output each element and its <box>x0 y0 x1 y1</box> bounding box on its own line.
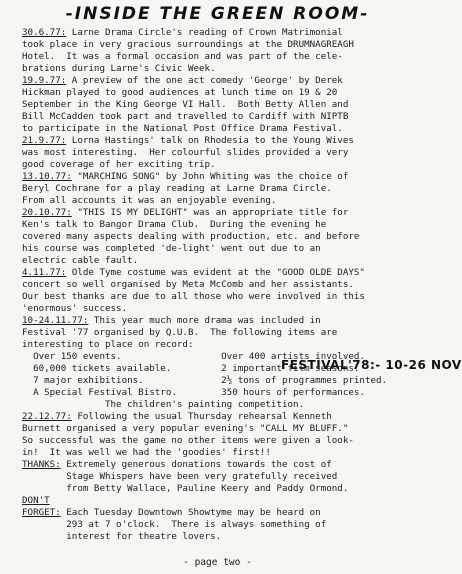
text-line <box>22 460 332 470</box>
line-text: to participate in the National Post Office Drama Festival. <box>22 123 343 134</box>
line-text: Hotel. It was a formal occasion and was part of the cele- <box>22 51 343 62</box>
text-line <box>22 328 337 338</box>
entry-date: 19.9.77: <box>22 75 67 86</box>
text-line <box>22 520 326 530</box>
text-line <box>22 148 348 158</box>
text-line <box>22 448 271 458</box>
line-text: covered many aspects dealing with production, etc. and before <box>22 231 360 242</box>
entry-date: 21.9.77: <box>22 135 67 146</box>
text-line <box>22 76 343 86</box>
line-text: took place in very gracious surroundings at the DRUMNAGREAGH <box>22 39 354 50</box>
text-line <box>22 400 304 410</box>
text-line <box>22 172 348 182</box>
line-text: interest for theatre lovers. <box>22 531 222 542</box>
line-text: Beryl Cochrane for a play reading at Larne Drama Circle. <box>22 183 332 194</box>
line-text: 60,000 tickets available. 2 important film seasons. <box>22 363 360 374</box>
line-text: Olde Tyme costume was evident at the "GOOD OLDE DAYS" <box>66 267 365 278</box>
line-text: A preview of the one act comedy 'George' by Derek <box>66 75 343 86</box>
line-text: Extremely generous donations towards the cost of <box>60 459 332 470</box>
entry-date: DON'T <box>22 495 50 506</box>
line-text: Burnett organised a very popular evening's "CALL MY BLUFF." <box>22 423 349 434</box>
line-text: Each Tuesday Downtown Showtyme may be heard on <box>60 507 321 518</box>
line-text: from Betty Wallace, Pauline Keery and Paddy Ormond. <box>22 483 349 494</box>
line-text: September in the King George VI Hall. Both Betty Allen and <box>22 99 349 110</box>
text-line <box>22 208 348 218</box>
text-line <box>22 484 348 494</box>
text-line <box>22 304 127 314</box>
line-text: "MARCHING SONG" by John Whiting was the choice of <box>71 171 349 182</box>
line-text: electric cable fault. <box>22 255 139 266</box>
line-text: was most interesting. Her colourful slides provided a very <box>22 147 349 158</box>
text-line <box>22 88 337 98</box>
page-footer: - page two - <box>183 557 252 568</box>
entry-date: THANKS: <box>22 459 61 470</box>
line-text: 'enormous' success. <box>22 303 128 314</box>
text-line <box>22 184 332 194</box>
entry-date: FORGET: <box>22 507 61 518</box>
entry-date: 13.10.77: <box>22 171 72 182</box>
line-text: 7 major exhibitions. 2½ tons of programmes printed. <box>22 375 388 386</box>
line-text: Ken's talk to Bangor Drama Club. During the evening he <box>22 219 327 230</box>
line-text: good coverage of her exciting trip. <box>22 159 216 170</box>
text-line <box>22 124 343 134</box>
line-text: Lorna Hastings' talk on Rhodesia to the Young Wives <box>66 135 354 146</box>
text-line <box>22 112 348 122</box>
line-text: Hickman played to good audiences at lunch time on 19 & 20 <box>22 87 338 98</box>
text-line <box>22 316 321 326</box>
line-text: in! It was well we had the 'goodies' first!! <box>22 447 271 458</box>
text-line <box>22 388 365 398</box>
text-line <box>22 376 387 386</box>
text-line <box>22 100 348 110</box>
line-text: Stage Whispers have been very gratefully received <box>22 471 338 482</box>
line-text: brations during Larne's Civic Week. <box>22 63 216 74</box>
text-line <box>22 196 276 206</box>
text-line <box>22 508 321 518</box>
text-line <box>22 436 354 446</box>
entry-date: 22.12.77: <box>22 411 72 422</box>
text-line <box>22 292 365 302</box>
text-line <box>22 40 354 50</box>
line-text: From all accounts it was an enjoyable evening. <box>22 195 277 206</box>
text-line <box>22 232 359 242</box>
text-line <box>22 424 348 434</box>
text-line <box>22 244 321 254</box>
page-title: -INSIDE THE GREEN ROOM- <box>65 4 370 24</box>
line-text: The children's painting competition. <box>22 399 305 410</box>
text-line <box>22 340 193 350</box>
line-text: Larne Drama Circle's reading of Crown Matrimonial <box>66 27 343 38</box>
line-text: So successful was the game no other items were given a look- <box>22 435 354 446</box>
line-text: Our best thanks are due to all those who were involved in this <box>22 291 365 302</box>
text-line <box>22 412 332 422</box>
text-line <box>22 496 50 506</box>
entry-date: 30.6.77: <box>22 27 67 38</box>
text-line <box>22 268 365 278</box>
line-text: Bill McCadden took part and travelled to Cardiff with NIPTB <box>22 111 349 122</box>
text-line <box>22 532 221 542</box>
entry-date: 10-24.11.77: <box>22 315 89 326</box>
line-text: Over 150 events. Over 400 artists involved. <box>22 351 365 362</box>
text-line <box>22 64 216 74</box>
handwritten-festival-note: FESTIVAL'78:- 10-26 NOV <box>281 358 462 372</box>
text-line <box>22 220 326 230</box>
entry-date: 20.10.77: <box>22 207 72 218</box>
line-text: interesting to place on record: <box>22 339 194 350</box>
text-line <box>22 28 343 38</box>
line-text: his course was completed 'de-light' went out due to an <box>22 243 321 254</box>
text-line <box>22 280 354 290</box>
text-line <box>22 136 354 146</box>
line-text: Festival '77 organised by Q.U.B. The following items are <box>22 327 338 338</box>
text-line <box>22 472 337 482</box>
line-text: Following the usual Thursday rehearsal Kenneth <box>71 411 332 422</box>
entry-date: 4.11.77: <box>22 267 67 278</box>
text-line <box>22 256 138 266</box>
line-text: concert so well organised by Meta McComb and her assistants. <box>22 279 354 290</box>
text-line <box>22 160 216 170</box>
line-text: This year much more drama was included in <box>88 315 321 326</box>
text-line <box>22 52 343 62</box>
line-text: "THIS IS MY DELIGHT" was an appropriate title for <box>71 207 349 218</box>
line-text: A Special Festival Bistro. 350 hours of performances. <box>22 387 365 398</box>
line-text: 293 at 7 o'clock. There is always something of <box>22 519 327 530</box>
